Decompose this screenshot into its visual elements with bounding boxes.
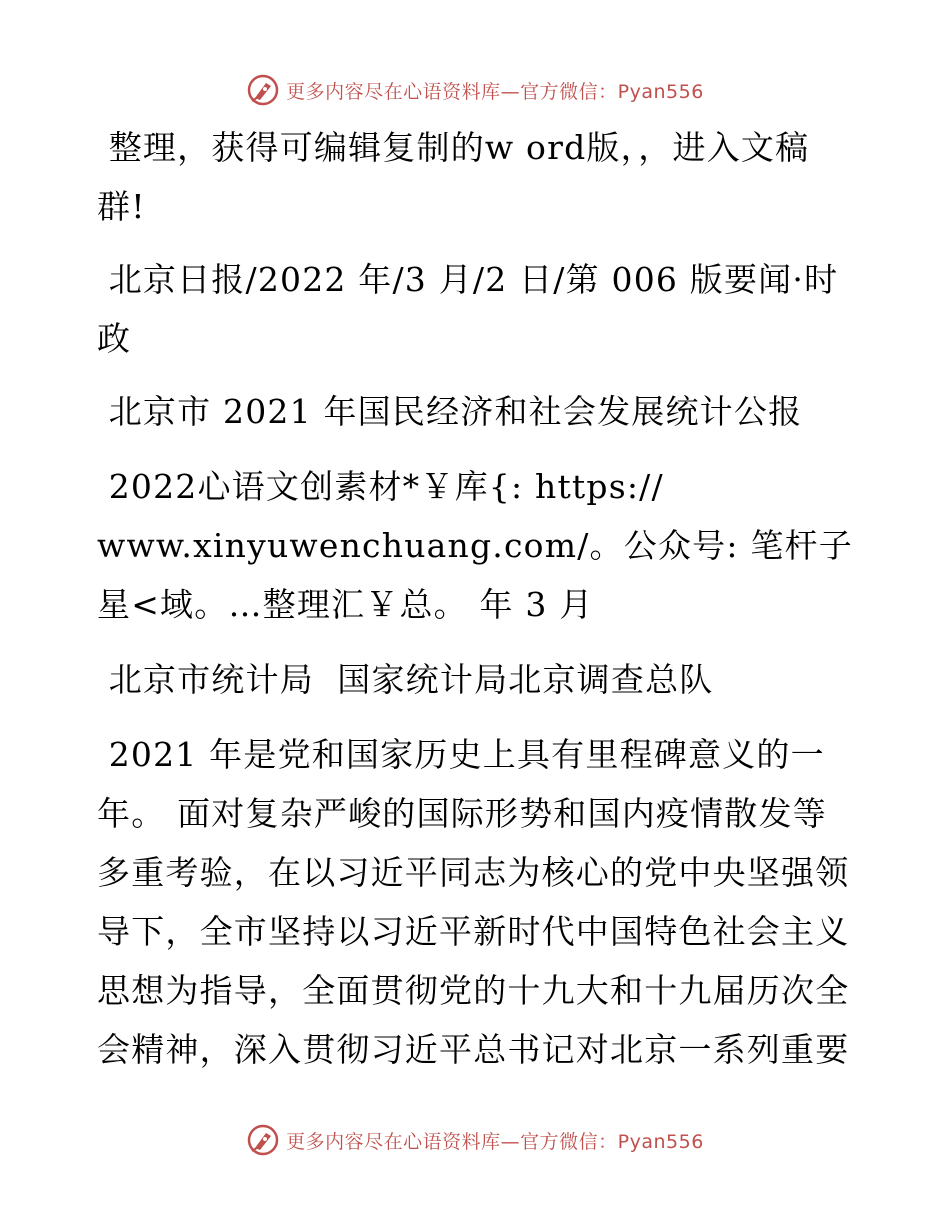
pen-nib-logo-icon xyxy=(246,73,280,107)
body-paragraph: 2021 年是党和国家历史上具有里程碑意义的一年。 面对复杂严峻的国际形势和国内疫情散发等多重考验，在以习近平同志为核心的党中央坚强领导下，全市坚持以习近平新时代中国特色社会主义思想为指导，全面贯彻党的十九大和十九届历次全会精神，深入贯彻习近平总书记对北京一系列重要 xyxy=(97,735,850,1069)
pen-nib-logo-icon xyxy=(246,1123,280,1157)
document-title: 北京市 2021 年国民经济和社会发展统计公报 xyxy=(97,392,803,431)
document-body xyxy=(97,118,857,1079)
header-banner xyxy=(0,70,950,110)
source-line: 北京日报/2022 年/3 月/2 日/第 006 版要闻·时政 xyxy=(97,260,839,358)
ad-paragraph: 2022心语文创素材*￥库{: https:// www.xinyuwenchuang.com/。公众号: 笔杆子星<域。…整理汇￥总。 年 3 月 xyxy=(97,467,853,624)
footer-banner-text: 更多内容尽在心语资料库—官方微信：Pyan556 xyxy=(286,1130,704,1153)
header-banner-text: 更多内容尽在心语资料库—官方微信：Pyan556 xyxy=(286,80,704,103)
intro-paragraph: 整理，获得可编辑复制的w ord版，，进入文稿群! xyxy=(97,128,810,226)
organization-line: 北京市统计局 国家统计局北京调查总队 xyxy=(97,660,714,699)
footer-banner xyxy=(0,1120,950,1160)
